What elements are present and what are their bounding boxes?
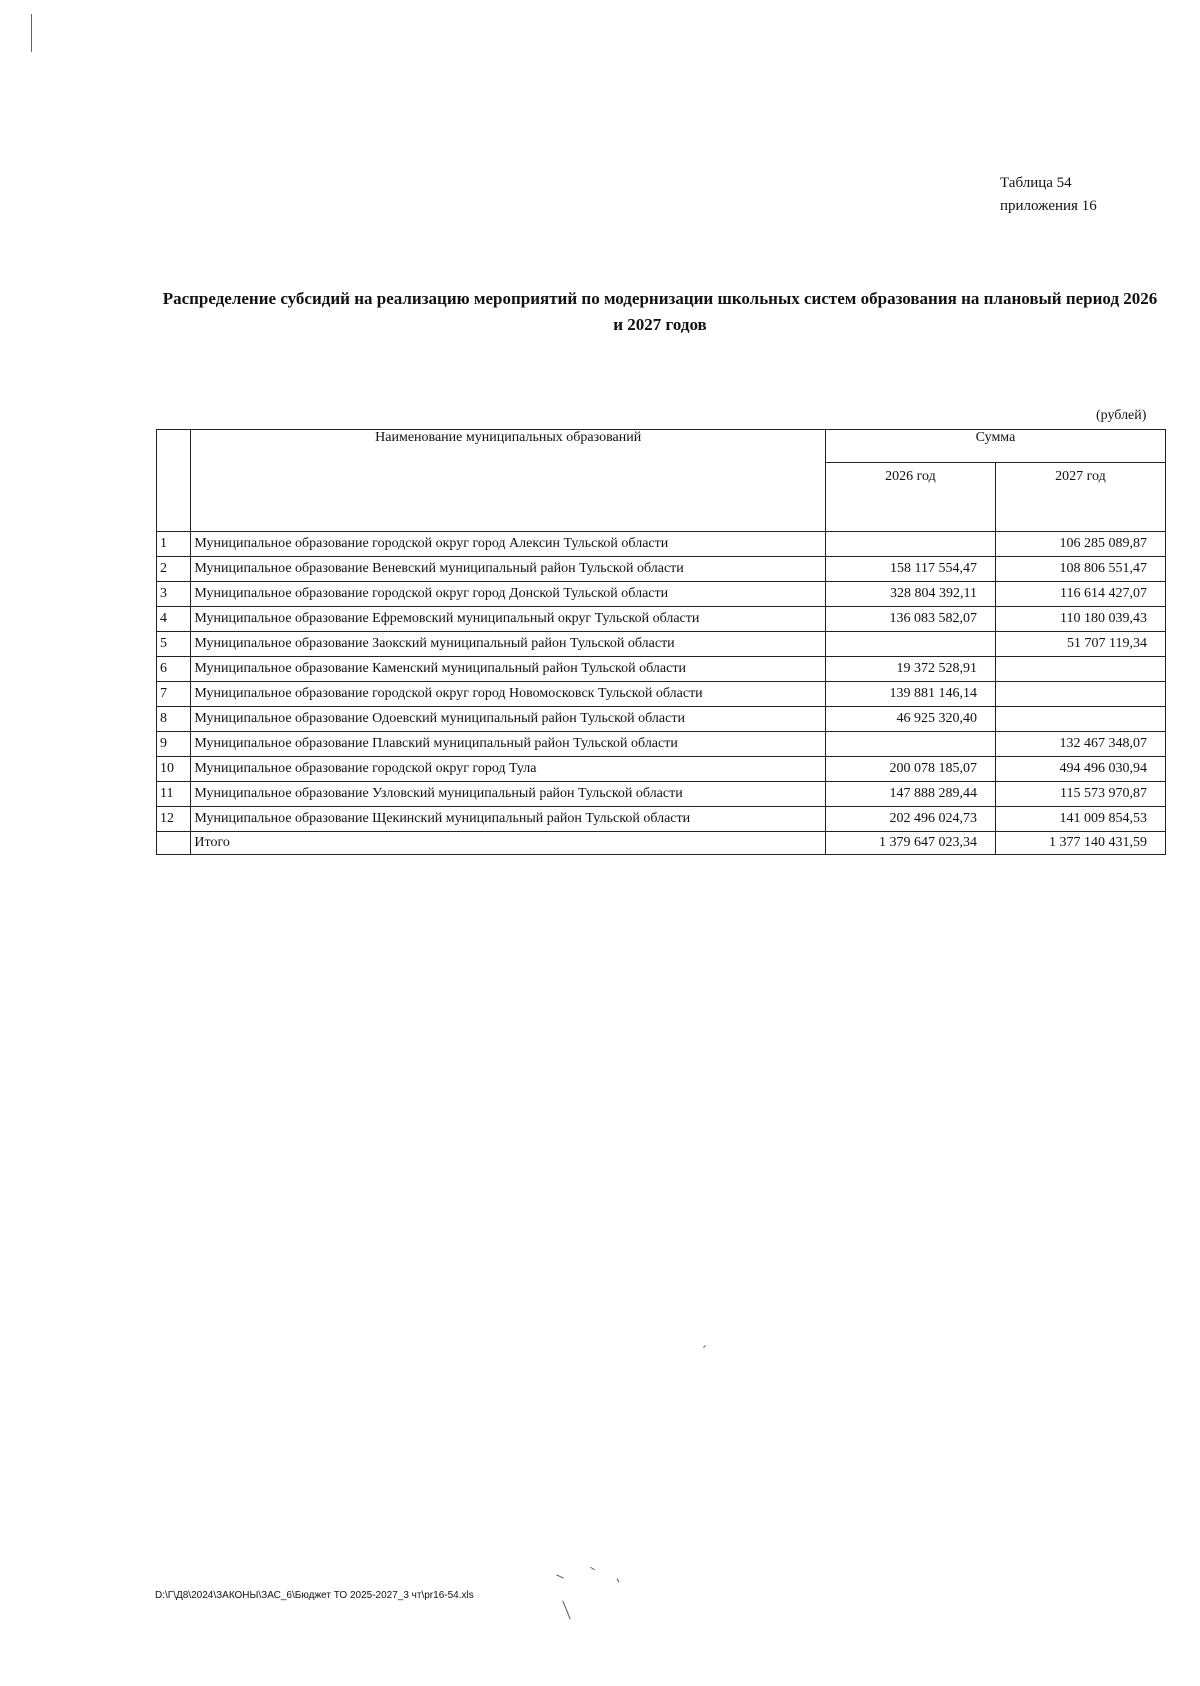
total-row bbox=[157, 832, 1166, 855]
scan-mark bbox=[556, 1574, 564, 1578]
row-number-cell: 7 bbox=[157, 682, 191, 707]
row-number-cell: 3 bbox=[157, 582, 191, 607]
table-row bbox=[157, 657, 1166, 682]
municipality-name-cell: Муниципальное образование городской округ город Алексин Тульской области bbox=[191, 532, 826, 557]
amount-2026-cell: 136 083 582,07 bbox=[825, 607, 995, 632]
amount-2027-cell: 106 285 089,87 bbox=[995, 532, 1165, 557]
header-number-cell bbox=[157, 430, 191, 532]
amount-2027-cell bbox=[995, 682, 1165, 707]
table-row bbox=[157, 607, 1166, 632]
amount-2026-cell: 147 888 289,44 bbox=[825, 782, 995, 807]
row-number-cell: 9 bbox=[157, 732, 191, 757]
amount-2027-cell bbox=[995, 657, 1165, 682]
municipality-name-cell: Муниципальное образование Узловский муниципальный район Тульской области bbox=[191, 782, 826, 807]
scan-margin-line bbox=[31, 14, 32, 52]
table-row bbox=[157, 732, 1166, 757]
units-label: (рублей) bbox=[1096, 408, 1147, 423]
amount-2027-cell: 132 467 348,07 bbox=[995, 732, 1165, 757]
municipality-name-cell: Муниципальное образование городской округ город Новомосковск Тульской области bbox=[191, 682, 826, 707]
total-number-cell bbox=[157, 832, 191, 855]
table-row bbox=[157, 582, 1166, 607]
row-number-cell: 6 bbox=[157, 657, 191, 682]
scan-mark bbox=[617, 1579, 620, 1583]
row-number-cell: 2 bbox=[157, 557, 191, 582]
amount-2027-cell: 110 180 039,43 bbox=[995, 607, 1165, 632]
amount-2026-cell: 202 496 024,73 bbox=[825, 807, 995, 832]
table-row bbox=[157, 757, 1166, 782]
amount-2027-cell: 115 573 970,87 bbox=[995, 782, 1165, 807]
amount-2026-cell bbox=[825, 632, 995, 657]
amount-2027-cell: 108 806 551,47 bbox=[995, 557, 1165, 582]
table-reference bbox=[1000, 172, 1097, 218]
table-row bbox=[157, 707, 1166, 732]
scan-mark bbox=[590, 1567, 595, 1570]
amount-2027-cell bbox=[995, 707, 1165, 732]
amount-2026-cell: 200 078 185,07 bbox=[825, 757, 995, 782]
scan-mark bbox=[562, 1601, 570, 1620]
municipality-name-cell: Муниципальное образование городской округ город Донской Тульской области bbox=[191, 582, 826, 607]
subsidy-distribution-table bbox=[156, 429, 1166, 855]
amount-2027-cell: 141 009 854,53 bbox=[995, 807, 1165, 832]
municipality-name-cell: Муниципальное образование Плавский муниципальный район Тульской области bbox=[191, 732, 826, 757]
table-row bbox=[157, 557, 1166, 582]
table-body bbox=[157, 532, 1166, 832]
amount-2026-cell bbox=[825, 732, 995, 757]
row-number-cell: 1 bbox=[157, 532, 191, 557]
amount-2026-cell: 46 925 320,40 bbox=[825, 707, 995, 732]
appendix-label: приложения 16 bbox=[1000, 198, 1097, 214]
amount-2026-cell: 328 804 392,11 bbox=[825, 582, 995, 607]
table-row bbox=[157, 782, 1166, 807]
header-2026-cell: 2026 год bbox=[825, 463, 995, 532]
table-row bbox=[157, 532, 1166, 557]
municipality-name-cell: Муниципальное образование Веневский муниципальный район Тульской области bbox=[191, 557, 826, 582]
scan-mark bbox=[703, 1345, 706, 1348]
municipality-name-cell: Муниципальное образование городской округ город Тула bbox=[191, 757, 826, 782]
header-2027-cell: 2027 год bbox=[995, 463, 1165, 532]
header-sum-cell: Сумма bbox=[825, 430, 1165, 463]
total-label-cell: Итого bbox=[191, 832, 826, 855]
row-number-cell: 5 bbox=[157, 632, 191, 657]
municipality-name-cell: Муниципальное образование Щекинский муниципальный район Тульской области bbox=[191, 807, 826, 832]
file-path-footer: D:\Г\Д8\2024\ЗАКОНЫ\ЗАС_6\Бюджет ТО 2025-2027_3 чт\pr16-54.xls bbox=[155, 1590, 474, 1601]
row-number-cell: 8 bbox=[157, 707, 191, 732]
municipality-name-cell: Муниципальное образование Ефремовский муниципальный округ Тульской области bbox=[191, 607, 826, 632]
amount-2026-cell: 139 881 146,14 bbox=[825, 682, 995, 707]
municipality-name-cell: Муниципальное образование Заокский муниципальный район Тульской области bbox=[191, 632, 826, 657]
table-row bbox=[157, 682, 1166, 707]
amount-2027-cell: 51 707 119,34 bbox=[995, 632, 1165, 657]
row-number-cell: 11 bbox=[157, 782, 191, 807]
total-2026-cell: 1 379 647 023,34 bbox=[825, 832, 995, 855]
amount-2027-cell: 494 496 030,94 bbox=[995, 757, 1165, 782]
row-number-cell: 4 bbox=[157, 607, 191, 632]
row-number-cell: 10 bbox=[157, 757, 191, 782]
amount-2027-cell: 116 614 427,07 bbox=[995, 582, 1165, 607]
table-row bbox=[157, 632, 1166, 657]
table-number-label: Таблица 54 bbox=[1000, 175, 1072, 191]
total-2027-cell: 1 377 140 431,59 bbox=[995, 832, 1165, 855]
header-name-cell: Наименование муниципальных образований bbox=[191, 430, 826, 532]
amount-2026-cell: 158 117 554,47 bbox=[825, 557, 995, 582]
table-row bbox=[157, 807, 1166, 832]
municipality-name-cell: Муниципальное образование Одоевский муниципальный район Тульской области bbox=[191, 707, 826, 732]
amount-2026-cell: 19 372 528,91 bbox=[825, 657, 995, 682]
row-number-cell: 12 bbox=[157, 807, 191, 832]
amount-2026-cell bbox=[825, 532, 995, 557]
municipality-name-cell: Муниципальное образование Каменский муниципальный район Тульской области bbox=[191, 657, 826, 682]
document-title: Распределение субсидий на реализацию мероприятий по модернизации школьных систем образования на плановый период 2026 и 2027 годов bbox=[162, 289, 1158, 334]
